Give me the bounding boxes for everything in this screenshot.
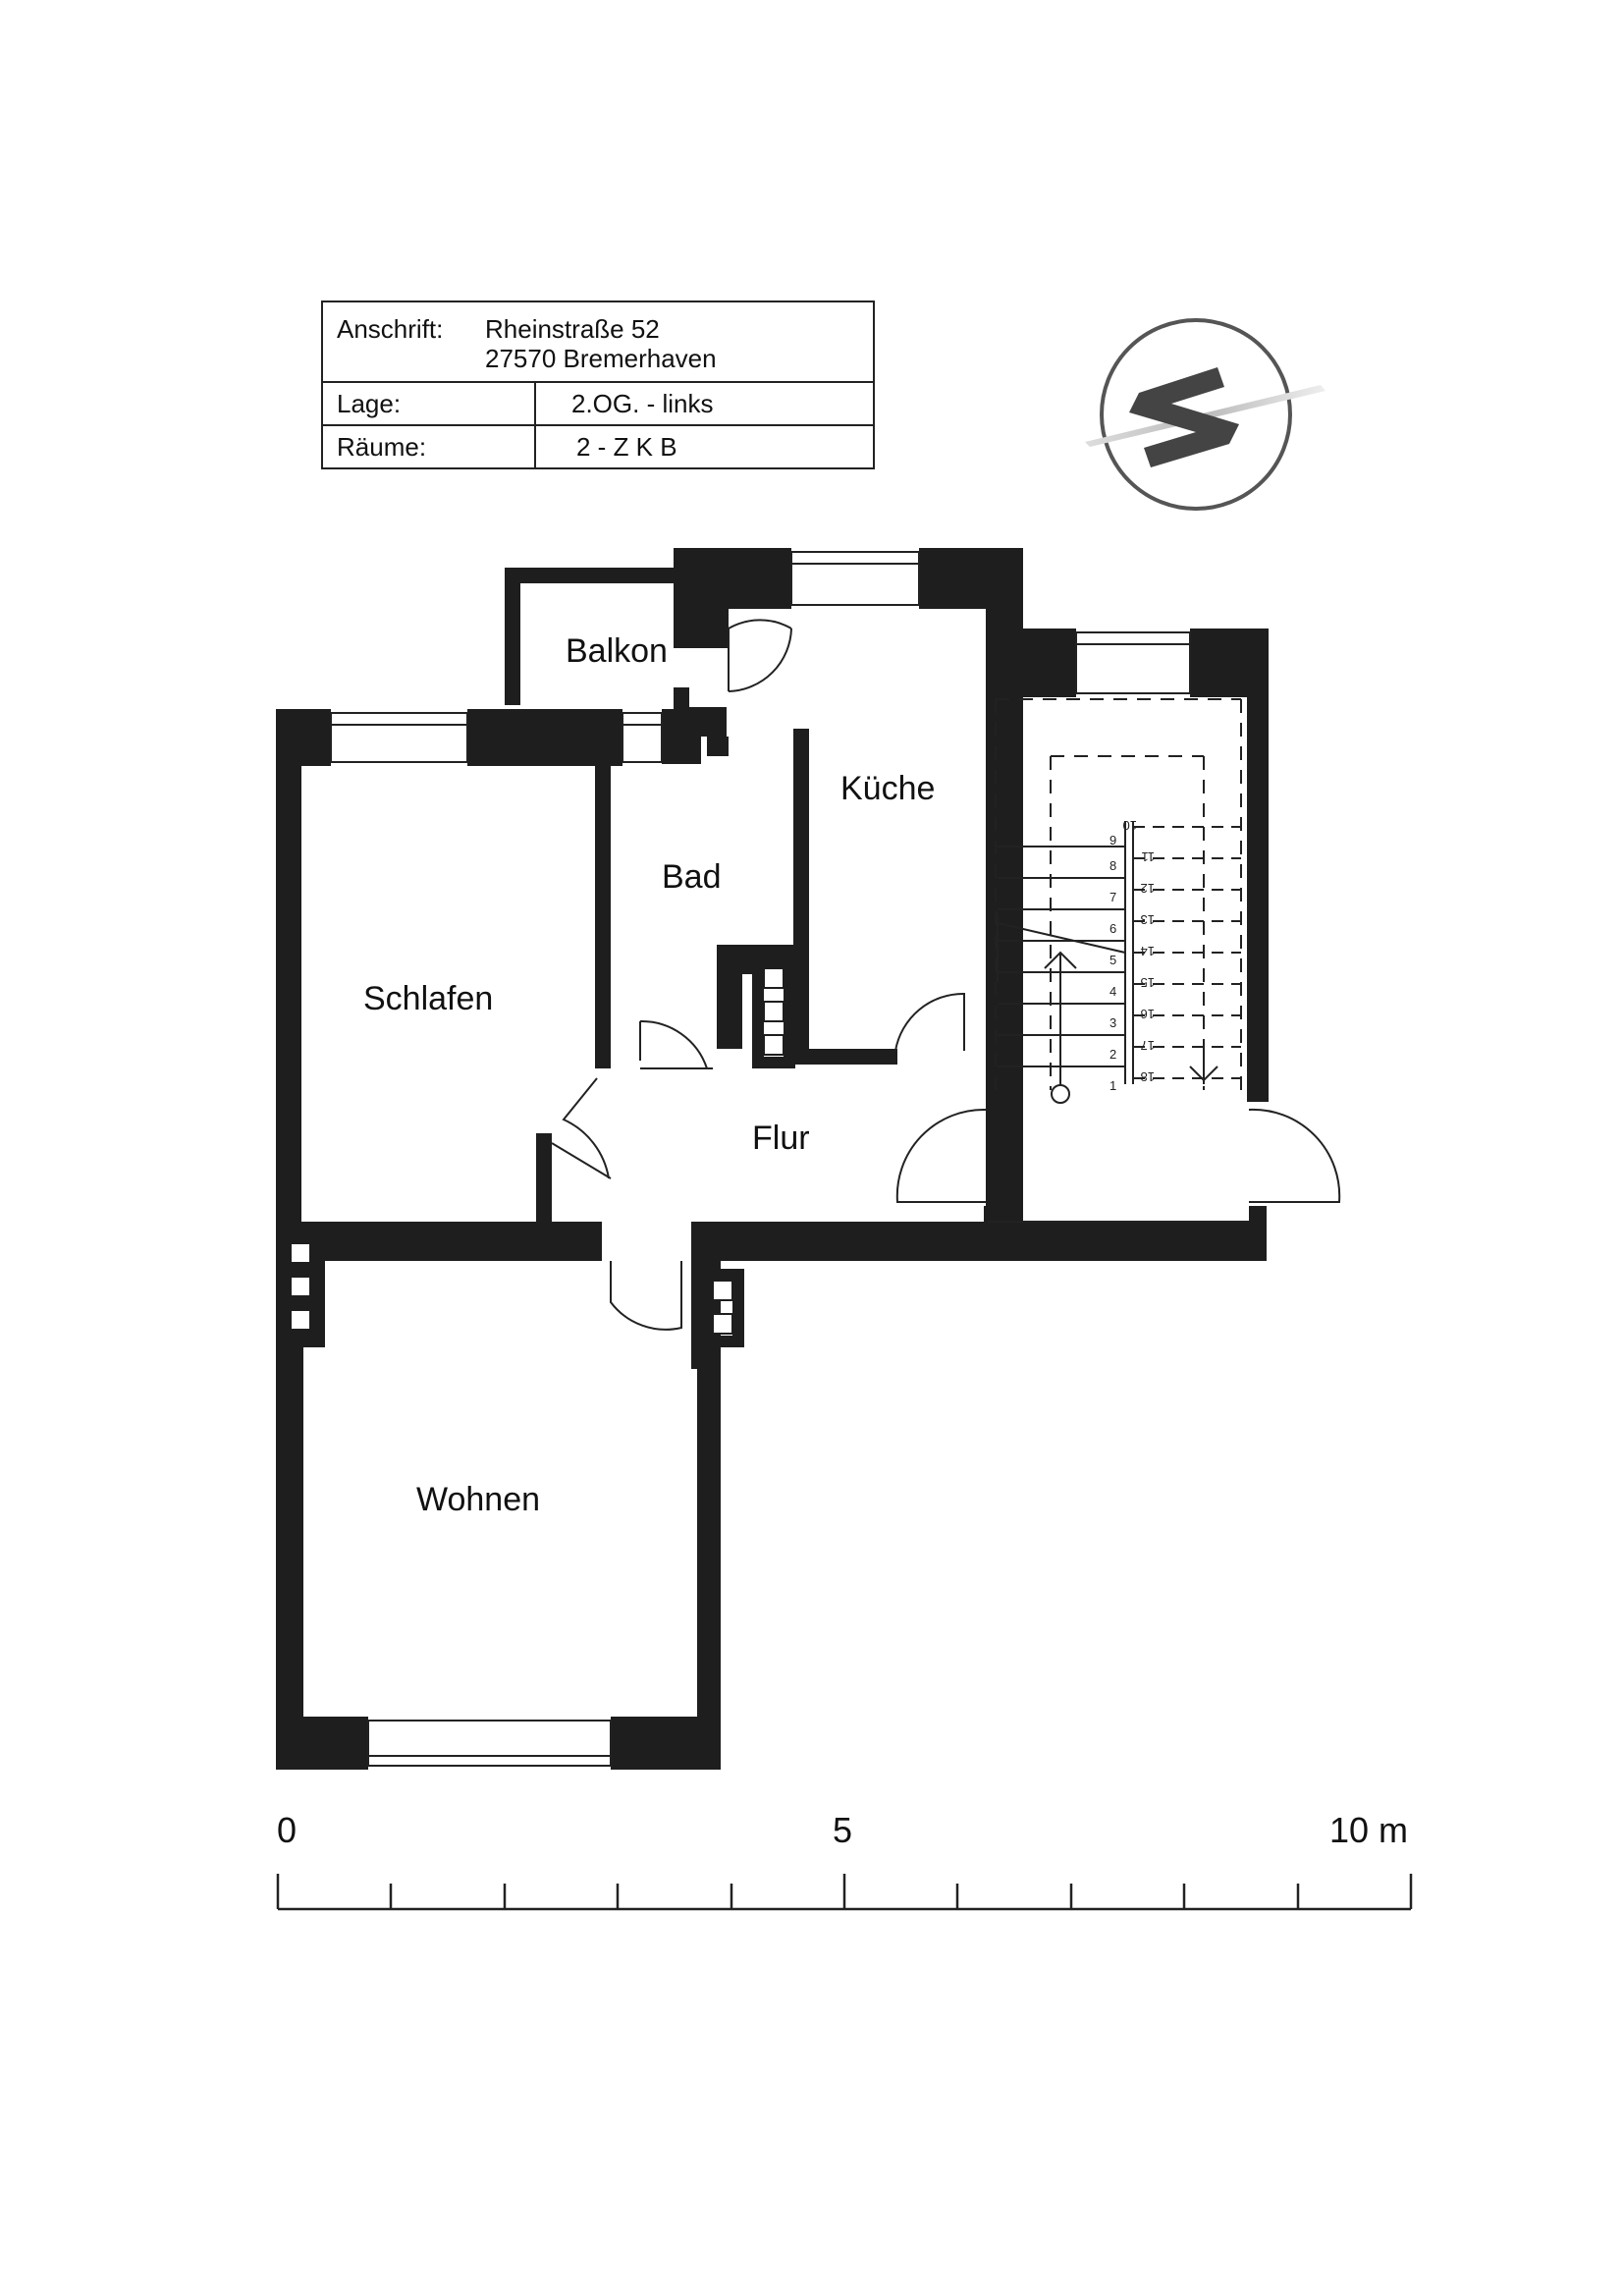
stair-number: 11: [1141, 849, 1155, 864]
stair-number: 17: [1140, 1038, 1155, 1053]
stair-number: 7: [1109, 890, 1117, 904]
stair-number: 16: [1140, 1007, 1155, 1021]
stair-number: 4: [1109, 984, 1117, 999]
stair-number: 8: [1109, 858, 1117, 873]
company-logo: [1085, 320, 1325, 509]
stair-number: 6: [1109, 921, 1117, 936]
stair-number: 2: [1109, 1047, 1117, 1062]
stair-number: 15: [1140, 975, 1155, 990]
stair-number: 18: [1140, 1069, 1155, 1084]
room-label-bad: Bad: [662, 858, 722, 896]
room-label-wohnen: Wohnen: [416, 1481, 541, 1518]
scale-label-5: 5: [833, 1810, 853, 1850]
address-label: Anschrift:: [337, 314, 444, 344]
stair-number: 13: [1140, 912, 1155, 927]
stair-number: 5: [1109, 953, 1117, 967]
stair-number: 14: [1140, 944, 1155, 958]
scale-label-0: 0: [277, 1810, 298, 1850]
stair-number: 1: [1109, 1078, 1117, 1093]
windows: [331, 552, 1190, 1766]
room-label-schlafen: Schlafen: [363, 980, 494, 1017]
scale-label-10: 10 m: [1329, 1810, 1409, 1850]
stair-number: 3: [1109, 1015, 1117, 1030]
rooms-value: 2 - Z K B: [576, 432, 677, 462]
staircase: [996, 699, 1241, 1103]
room-label-balkon: Balkon: [566, 632, 668, 670]
rooms-label: Räume:: [337, 432, 427, 462]
stair-number: 12: [1140, 881, 1155, 896]
stair-number: 9: [1109, 833, 1117, 847]
stair-number: 10: [1122, 818, 1137, 833]
room-label-flur: Flur: [752, 1120, 810, 1157]
room-label-kueche: Küche: [840, 770, 936, 807]
address-city: 27570 Bremerhaven: [485, 344, 717, 373]
scale-bar: [278, 1874, 1411, 1909]
floor-value: 2.OG. - links: [571, 389, 714, 418]
address-street: Rheinstraße 52: [485, 314, 660, 344]
stair-numbers-left: [1109, 833, 1116, 1093]
floor-label: Lage:: [337, 389, 402, 418]
